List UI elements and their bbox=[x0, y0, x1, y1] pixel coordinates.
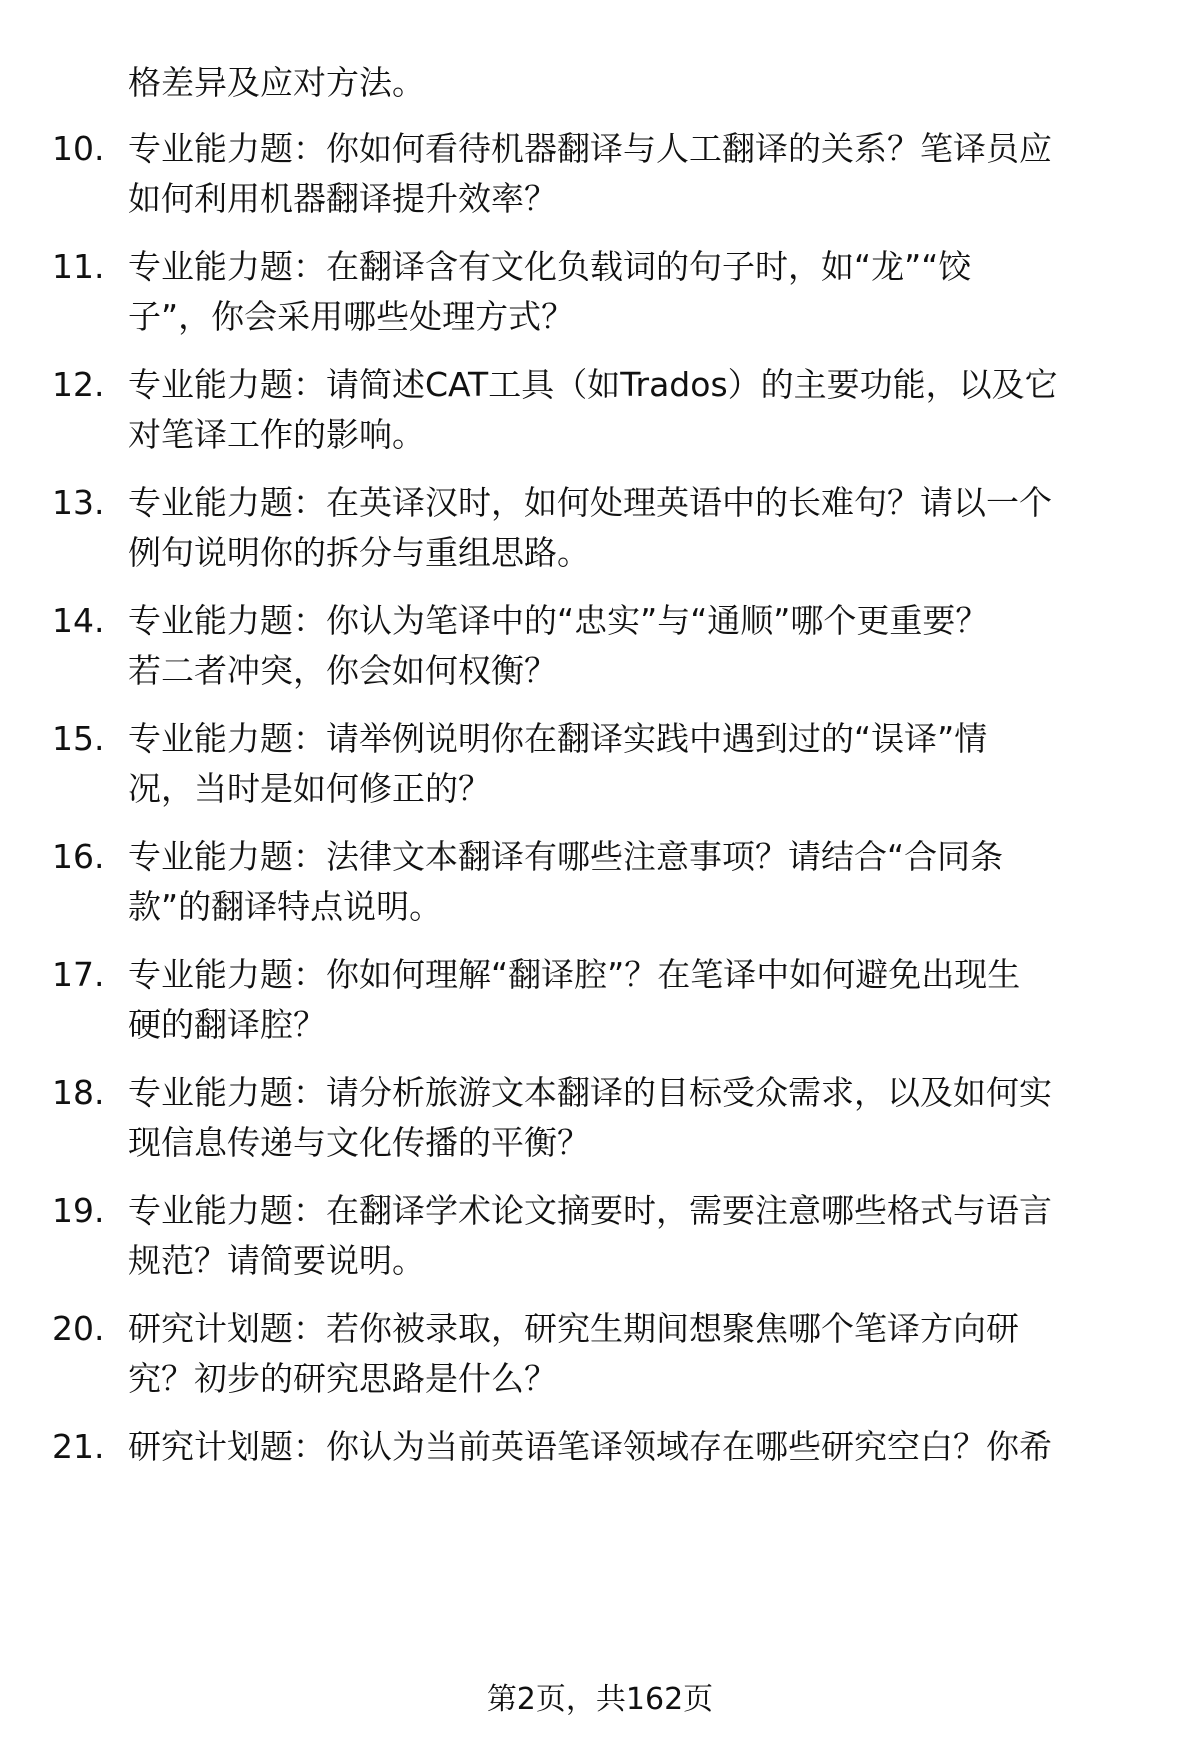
question-number: 17. bbox=[52, 955, 105, 994]
question-number: 10. bbox=[52, 129, 105, 168]
question-line: 专业能力题：请举例说明你在翻译实践中遇到过的“误译”情 bbox=[128, 719, 988, 758]
question-line: 研究计划题：若你被录取，研究生期间想聚焦哪个笔译方向研 bbox=[128, 1309, 1019, 1348]
question-number: 15. bbox=[52, 719, 105, 758]
question-line: 子”，你会采用哪些处理方式？ bbox=[128, 297, 575, 336]
question-line: 专业能力题：你如何看待机器翻译与人工翻译的关系？笔译员应 bbox=[128, 129, 1052, 168]
question-number: 20. bbox=[52, 1309, 105, 1348]
question-line: 款”的翻译特点说明。 bbox=[128, 887, 443, 926]
question-line: 专业能力题：在翻译学术论文摘要时，需要注意哪些格式与语言 bbox=[128, 1191, 1052, 1230]
question-number: 19. bbox=[52, 1191, 105, 1230]
question-line: 例句说明你的拆分与重组思路。 bbox=[128, 533, 590, 572]
question-line: 现信息传递与文化传播的平衡？ bbox=[128, 1123, 590, 1162]
question-number: 13. bbox=[52, 483, 105, 522]
question-number: 18. bbox=[52, 1073, 105, 1112]
question-line: 专业能力题：在翻译含有文化负载词的句子时，如“龙”“饺 bbox=[128, 247, 972, 286]
question-line: 专业能力题：你认为笔译中的“忠实”与“通顺”哪个更重要？ bbox=[128, 601, 989, 640]
continuation-text: 格差异及应对方法。 bbox=[128, 63, 425, 102]
question-line: 专业能力题：在英译汉时，如何处理英语中的长难句？请以一个 bbox=[128, 483, 1052, 522]
question-line: 若二者冲突，你会如何权衡？ bbox=[128, 651, 557, 690]
question-line: 专业能力题：请分析旅游文本翻译的目标受众需求，以及如何实 bbox=[128, 1073, 1052, 1112]
question-line: 硬的翻译腔？ bbox=[128, 1005, 326, 1044]
question-number: 11. bbox=[52, 247, 105, 286]
question-line: 专业能力题：你如何理解“翻译腔”？在笔译中如何避免出现生 bbox=[128, 955, 1021, 994]
question-line: 对笔译工作的影响。 bbox=[128, 415, 425, 454]
question-line: 究？初步的研究思路是什么？ bbox=[128, 1359, 557, 1398]
question-number: 12. bbox=[52, 365, 105, 404]
question-number: 16. bbox=[52, 837, 105, 876]
question-line: 研究计划题：你认为当前英语笔译领域存在哪些研究空白？你希 bbox=[128, 1427, 1052, 1466]
question-number: 21. bbox=[52, 1427, 105, 1466]
question-line: 专业能力题：请简述CAT工具（如Trados）的主要功能，以及它 bbox=[128, 365, 1058, 404]
question-line: 规范？请简要说明。 bbox=[128, 1241, 425, 1280]
question-number: 14. bbox=[52, 601, 105, 640]
question-line: 况，当时是如何修正的？ bbox=[128, 769, 491, 808]
page-footer: 第2页，共162页 bbox=[486, 1682, 714, 1717]
question-line: 如何利用机器翻译提升效率？ bbox=[128, 179, 557, 218]
question-line: 专业能力题：法律文本翻译有哪些注意事项？请结合“合同条 bbox=[128, 837, 1004, 876]
